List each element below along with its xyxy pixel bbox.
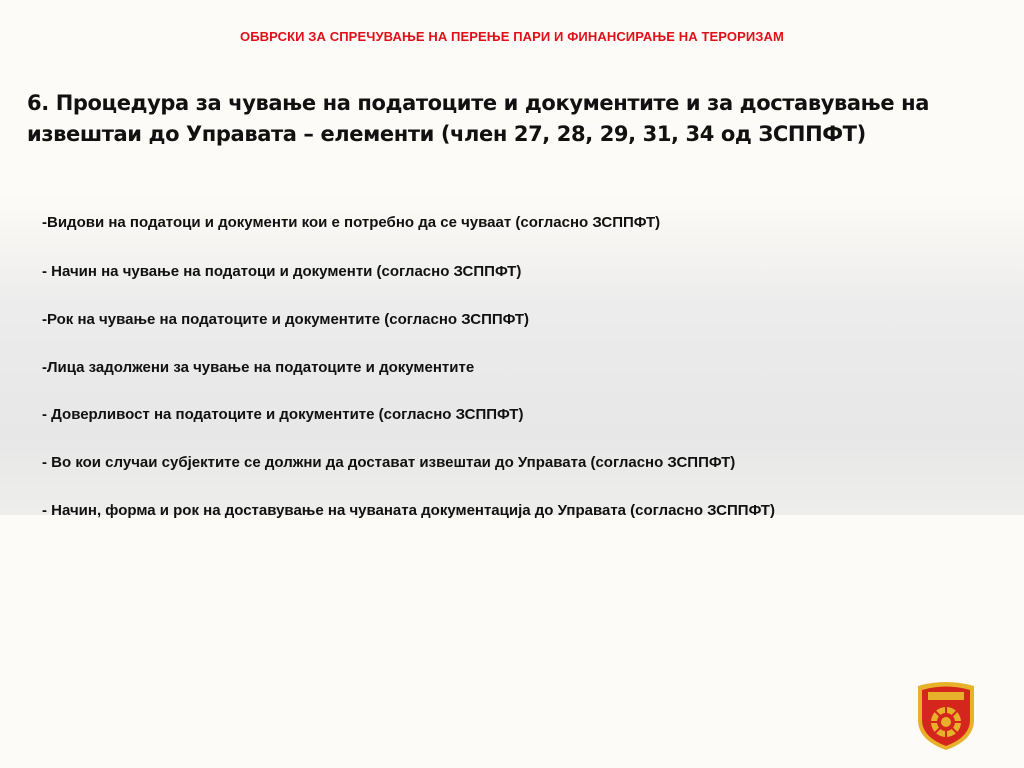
- party-emblem-icon: [914, 680, 978, 752]
- list-item: -Рок на чување на податоците и документите (согласно ЗСППФТ): [42, 311, 530, 328]
- list-item: -Лица задолжени за чување на податоците и документите: [42, 359, 475, 376]
- list-item: - Во кои случаи субјектите се должни да доставaт извештаи до Управата (согласно ЗСППФТ): [42, 454, 736, 471]
- list-item: - Доверливост на податоците и документите (согласно ЗСППФТ): [42, 406, 524, 423]
- slide-header: ОБВРСКИ ЗА СПРЕЧУВАЊЕ НА ПЕРЕЊЕ ПАРИ И ФИНАНСИРАЊЕ НА ТЕРОРИЗАМ: [240, 29, 784, 44]
- slide-title: 6. Процедура за чување на податоците и документите и за доставување на извештаи до Управата – елементи (член 27, 28, 29, 31, 34 од ЗСППФТ): [27, 91, 929, 146]
- list-item: - Начин на чување на податоци и документи (согласно ЗСППФТ): [42, 263, 522, 280]
- list-item: - Начин, форма и рок на доставување на чуваната документација до Управата (согласно ЗСППФТ): [42, 502, 775, 519]
- list-item: -Видови на податоци и документи кои е потребно да се чуваат (согласно ЗСППФТ): [42, 214, 661, 231]
